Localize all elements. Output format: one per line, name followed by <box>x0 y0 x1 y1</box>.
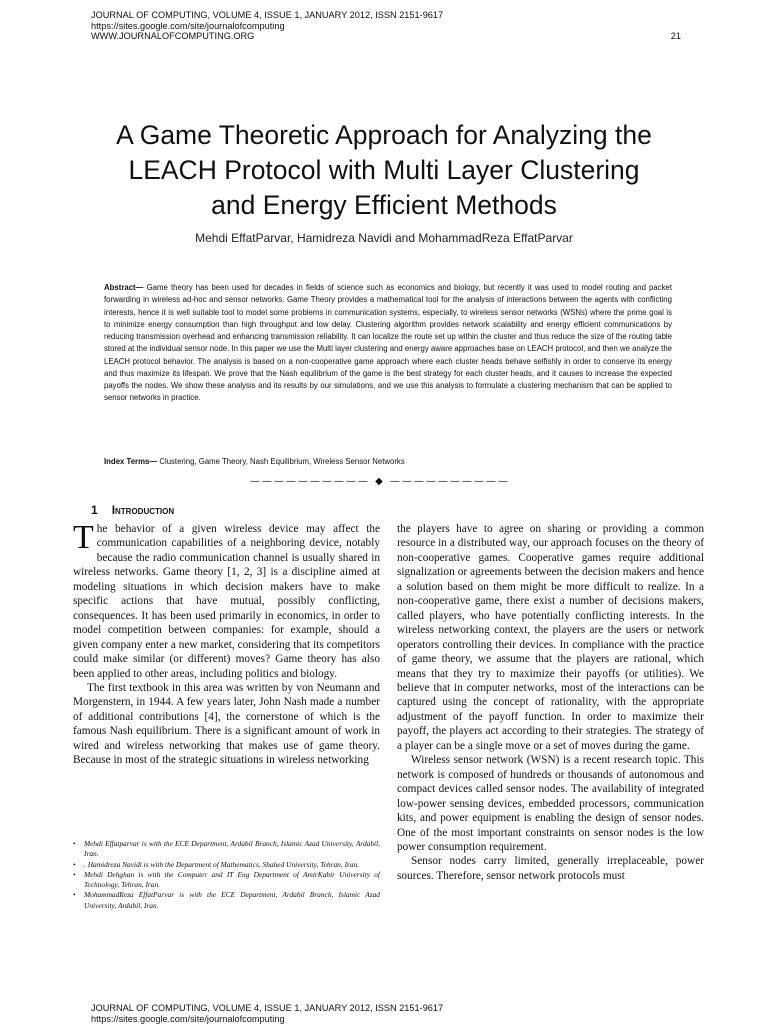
paragraph-text: he behavior of a given wireless device may affect the communication capabilities of a neighboring device, notably because the radio communication channel is usually shared in wireless networks. Game theory [1, 2, 3] is a discipline aimed at modeling situations in which decision makers have to make specific actions that have mutual, possibly conflicting, consequences. It has been used primarily in economics, in order to model competition between companies: for example, should a given company enter a new market, considering that its competitors could make similar (or different) moves? Game theory has also been applied to other areas, including politics and biology. <box>73 523 380 680</box>
footnote-item: • Mehdi Dehghan is with the Computer and IT Eng Department of AmirKabir University of Technology, Tehran, Iran. <box>73 870 380 891</box>
index-terms-label: Index Terms— <box>104 457 158 466</box>
body-column-left <box>73 519 380 768</box>
title-line: LEACH Protocol with Multi Layer Clustering <box>128 155 640 185</box>
footnote-item: • MohammadReza EffatParvar is with the ECE Department, Ardabil Branch, Islamic Azad University, Ardabil, Iran. <box>73 890 380 911</box>
title-line: and Energy Efficient Methods <box>211 190 557 220</box>
paper-title <box>60 118 708 223</box>
journal-info: JOURNAL OF COMPUTING, VOLUME 4, ISSUE 1, JANUARY 2012, ISSN 2151-9617 <box>91 10 444 20</box>
journal-website[interactable]: WWW.JOURNALOFCOMPUTING.ORG <box>91 31 255 42</box>
index-terms <box>104 457 672 466</box>
abstract <box>104 282 672 405</box>
section-heading <box>91 503 174 517</box>
body-paragraph: the players have to agree on sharing or providing a common resource in a distributed way, our approach focuses on the theory of non-cooperative games. Cooperative games require additional signalization or agreements between the decision makers and hence a solution based on them might be more difficult to realize. In a non-cooperative game, there exist a number of decisions makers, called players, who have potentially conflicting interests. In the wireless networking context, the players are the users or network operators controlling their devices. In compliance with the practice of game theory, we assume that the players are rational, which means that they try to maximize their payoffs (or utilities). We believe that in computer networks, most of the interactions can be captured using the concept of rationality, with the appropriate adjustment of the payoff function. In order to maximize their payoff, the players act according to their strategies. The strategy of a player can be a single move or a set of moves during the game. <box>397 523 704 752</box>
body-paragraph: The first textbook in this area was written by von Neumann and Morgenstern, in 1944. A few years later, John Nash made a number of additional contributions [4], the cornerstone of which is the famous Nash equilibrium. There is a significant amount of work in wired and wireless networking that makes use of game theory. Because in most of the strategic situations in wireless networking <box>73 681 380 767</box>
footnotes <box>73 839 380 911</box>
title-line: A Game Theoretic Approach for Analyzing the <box>116 120 652 150</box>
page-number: 21 <box>670 31 681 41</box>
journal-url[interactable]: https://sites.google.com/site/journalofcomputing <box>91 20 285 31</box>
body-paragraph: Sensor nodes carry limited, generally irreplaceable, power sources. Therefore, sensor network protocols must <box>397 855 704 882</box>
section-separator: —————————— ◆ —————————— <box>249 476 511 487</box>
running-header <box>91 10 691 42</box>
footnote-rule <box>73 832 373 833</box>
authors: Mehdi EffatParvar, Hamidreza Navidi and MohammadReza EffatParvar <box>195 231 573 245</box>
section-number: 1 <box>91 503 98 517</box>
body-paragraph: Wireless sensor network (WSN) is a recent research topic. This network is composed of hundreds or thousands of autonomous and compact devices called sensor nodes. The availability of integrated low-power sensing devices, embedded processors, communication kits, and power equipment is enabling the design of sensor nodes. One of the most important constraints on sensor nodes is the low power consumption requirement. <box>397 754 704 853</box>
section-title: Introduction <box>111 503 175 517</box>
footnote-item: • Mehdi Effatparvar is with the ECE Department, Ardabil Branch, Islamic Azad University, Ardabil, Iran. <box>73 839 380 860</box>
journal-url[interactable]: https://sites.google.com/site/journalofcomputing <box>91 1013 285 1024</box>
abstract-label: Abstract— <box>104 283 144 292</box>
footnote-item: • . Hamidreza Navidi is with the Department of Mathematics, Shahed University, Tehran, Iran. <box>73 860 380 870</box>
abstract-text: Game theory has been used for decades in fields of science such as economics and biology, but recently it was used to model routing and packet forwarding in wireless ad-hoc and sensor networks. Game Theory provides a mathematical tool for the analysis of interactions between the agents with conflicting interests, hence it is well suitable tool to model some problems in communication systems, especially, to wireless sensor networks (WSNs) where the prime goal is to minimize energy consumption than high throughput and low delay. Clustering algorithm provides network scalability and energy efficient communications by reducing transmission overhead and enhancing transmission reliability. It can localize the route set up within the cluster and thus reduce the size of the routing table stored at the individual sensor node. In this paper we use the Multi layer clustering and energy aware approaches base on LEACH protocol, and then we analyze the LEACH protocol behavior. The analysis is based on a non-cooperative game approach where each cluster heads behave selfishly in order to conserve its energy and thus maximize its lifespan. We prove that the Nash equilibrium of the game is the best strategy for each cluster heads, and it causes to increase the expected payoffs the nodes. We show these analysis and its results by our simulations, and we use this analysis to formulate a clustering mechanism that can be applied to sensor networks in practice. <box>104 283 673 403</box>
drop-cap: T <box>73 519 94 556</box>
index-terms-text: Clustering, Game Theory, Nash Equilibrium, Wireless Sensor Networks <box>159 457 405 466</box>
journal-info: JOURNAL OF COMPUTING, VOLUME 4, ISSUE 1, JANUARY 2012, ISSN 2151-9617 <box>91 1003 444 1013</box>
body-column-right <box>397 522 704 883</box>
running-footer <box>91 1003 691 1024</box>
body-paragraph <box>73 519 380 681</box>
